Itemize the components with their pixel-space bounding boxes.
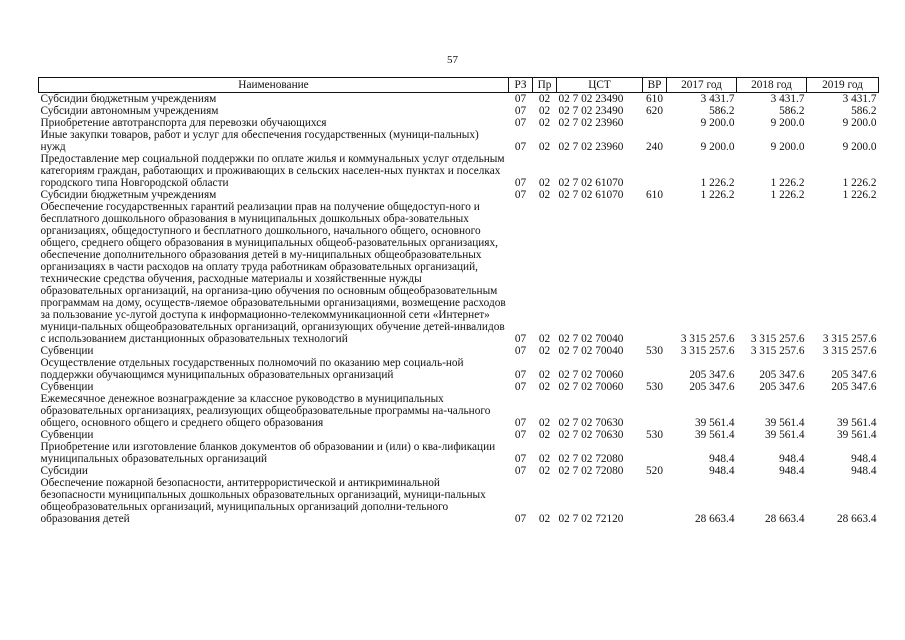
cell-2017: 9 200.0 [700, 117, 735, 129]
table-row [39, 381, 879, 393]
header-rz: РЗ [509, 78, 533, 93]
cell-vr: 240 [646, 141, 663, 153]
cell-cst: 02 7 02 70060 [558, 381, 624, 393]
cell-2017: 39 561.4 [694, 429, 735, 441]
cell-pr: 02 [538, 117, 551, 129]
header-cst: ЦСТ [557, 78, 643, 93]
cell-rz: 07 [514, 141, 527, 153]
cell-pr: 02 [538, 189, 551, 201]
cell-name: Осуществление отдельных государственных полномочий по оказанию мер социаль-ной поддержки обучающимся муниципальных образовательных организаций [40, 357, 464, 381]
cell-rz: 07 [514, 381, 527, 393]
cell-pr: 02 [538, 513, 551, 525]
cell-vr [643, 117, 667, 129]
cell-cst: 02 7 02 23960 [558, 117, 624, 129]
cell-2018: 3 431.7 [770, 93, 805, 105]
cell-2017: 3 431.7 [700, 93, 735, 105]
cell-2019: 39 561.4 [836, 417, 877, 429]
table-row [39, 129, 879, 153]
cell-pr: 02 [538, 105, 551, 117]
cell-name: Субсидии автономным учреждениям [40, 105, 219, 117]
cell-2019: 205 347.6 [831, 381, 877, 393]
table-row [39, 393, 879, 429]
cell-2017: 205 347.6 [689, 381, 735, 393]
cell-2018: 28 663.4 [764, 513, 805, 525]
cell-rz: 07 [514, 333, 527, 345]
cell-2018: 39 561.4 [764, 429, 805, 441]
cell-2019: 39 561.4 [836, 429, 877, 441]
cell-rz: 07 [514, 417, 527, 429]
table-row [39, 201, 879, 345]
cell-cst: 02 7 02 72120 [558, 513, 624, 525]
header-2018: 2018 год [737, 78, 807, 93]
cell-name: Приобретение или изготовление бланков документов об образовании и (или) о ква-лификации муниципальных образовательных организаций [40, 441, 496, 465]
cell-vr: 610 [646, 93, 663, 105]
cell-pr: 02 [538, 93, 551, 105]
cell-cst: 02 7 02 61070 [558, 189, 624, 201]
cell-cst: 02 7 02 70060 [558, 369, 624, 381]
cell-2018: 9 200.0 [770, 141, 805, 153]
cell-pr: 02 [538, 453, 551, 465]
header-2019: 2019 год [807, 78, 879, 93]
header-name: Наименование [39, 78, 509, 93]
cell-pr: 02 [538, 381, 551, 393]
cell-rz: 07 [514, 513, 527, 525]
cell-2017: 205 347.6 [689, 369, 735, 381]
cell-2018: 1 226.2 [770, 189, 805, 201]
cell-name: Субвенции [40, 429, 94, 441]
cell-rz: 07 [514, 345, 527, 357]
cell-2017: 948.4 [709, 465, 735, 477]
cell-vr [643, 441, 667, 465]
cell-cst: 02 7 02 72080 [558, 465, 624, 477]
cell-2018: 1 226.2 [770, 177, 805, 189]
cell-2017: 948.4 [709, 453, 735, 465]
cell-vr [643, 201, 667, 345]
header-2017: 2017 год [667, 78, 737, 93]
cell-rz: 07 [514, 453, 527, 465]
cell-cst: 02 7 02 72080 [558, 453, 624, 465]
cell-rz: 07 [514, 369, 527, 381]
cell-2019: 205 347.6 [831, 369, 877, 381]
cell-vr: 620 [646, 105, 663, 117]
cell-2019: 948.4 [851, 453, 877, 465]
cell-2019: 3 315 257.6 [822, 333, 877, 345]
table-header-row [39, 78, 879, 93]
table-row [39, 441, 879, 465]
cell-2018: 9 200.0 [770, 117, 805, 129]
cell-name: Субсидии бюджетным учреждениям [40, 93, 217, 105]
cell-2018: 3 315 257.6 [750, 333, 805, 345]
table-row [39, 117, 879, 129]
cell-pr: 02 [538, 465, 551, 477]
cell-2017: 3 315 257.6 [680, 333, 735, 345]
cell-cst: 02 7 02 23490 [558, 93, 624, 105]
cell-vr [643, 477, 667, 525]
cell-2017: 1 226.2 [700, 189, 735, 201]
cell-2019: 9 200.0 [842, 117, 877, 129]
cell-pr: 02 [538, 333, 551, 345]
cell-2019: 28 663.4 [836, 513, 877, 525]
table-row [39, 477, 879, 525]
cell-2018: 948.4 [779, 465, 805, 477]
cell-name: Приобретение автотранспорта для перевозки обучающихся [40, 117, 327, 129]
header-pr: Пр [533, 78, 557, 93]
cell-2018: 39 561.4 [764, 417, 805, 429]
cell-rz: 07 [514, 117, 527, 129]
cell-cst: 02 7 02 23960 [558, 141, 624, 153]
cell-2017: 9 200.0 [700, 141, 735, 153]
cell-vr: 530 [646, 381, 663, 393]
cell-name: Субсидии [40, 465, 88, 477]
cell-name: Обеспечение государственных гарантий реализации прав на получение общедоступ-ного и бесплатного дошкольного образования в муниципальных дошкольных обра-зовательных организациях, общедоступного и бесплатного дошкольного, начального общего, основного общего, среднего общего образования в муниципальных общеоб-разовательных организациях, обеспечение дополнительного образования детей в му-ниципальных общеобразовательных организациях в части расходов на оплату труда работникам образовательных организаций, технические средства обучения, расходные материалы и хозяйственные нужды образовательных организаций, на организа-цию обучения по основным общеобразовательным программам на дому, осуществ-ляемое образовательными организациями, возмещение расходов за пользование ус-лугой доступа к информационно-телекоммуникационной сети «Интернет» муници-пальных общеобразовательных организаций, организующих обучение детей-инвалидов с использованием дистанционных образовательных технологий [40, 201, 506, 345]
cell-name: Ежемесячное денежное вознаграждение за классное руководство в муниципальных образовательных организациях, реализующих общеобразовательные программы на-чального общего, основного общего и среднего общего образования [40, 393, 491, 429]
cell-cst: 02 7 02 70040 [558, 345, 624, 357]
cell-name: Обеспечение пожарной безопасности, антитеррористической и антикриминальной безопасности муниципальных дошкольных образовательных организаций, муници-пальных общеобразовательных организаций, муниципальных организаций дополни-тельного образования детей [40, 477, 486, 525]
page-number: 57 [447, 54, 458, 66]
budget-table [38, 77, 879, 525]
cell-2017: 3 315 257.6 [680, 345, 735, 357]
cell-cst: 02 7 02 23490 [558, 105, 624, 117]
table-row [39, 429, 879, 441]
cell-cst: 02 7 02 70040 [558, 333, 624, 345]
table-row [39, 93, 879, 106]
cell-rz: 07 [514, 189, 527, 201]
table-row [39, 105, 879, 117]
cell-vr: 530 [646, 429, 663, 441]
cell-name: Иные закупки товаров, работ и услуг для обеспечения государственных (муници-пальных) нужд [40, 129, 479, 153]
cell-pr: 02 [538, 369, 551, 381]
table-row [39, 465, 879, 477]
cell-2018: 948.4 [779, 453, 805, 465]
cell-pr: 02 [538, 345, 551, 357]
cell-2019: 948.4 [851, 465, 877, 477]
cell-vr: 520 [646, 465, 663, 477]
cell-2018: 205 347.6 [759, 369, 805, 381]
cell-2019: 1 226.2 [842, 189, 877, 201]
cell-vr: 610 [646, 189, 663, 201]
cell-rz: 07 [514, 93, 527, 105]
cell-2018: 586.2 [779, 105, 805, 117]
cell-2019: 9 200.0 [842, 141, 877, 153]
cell-2019: 1 226.2 [842, 177, 877, 189]
cell-2019: 3 431.7 [842, 93, 877, 105]
cell-pr: 02 [538, 177, 551, 189]
cell-2018: 3 315 257.6 [750, 345, 805, 357]
cell-2017: 586.2 [709, 105, 735, 117]
cell-vr [643, 153, 667, 189]
cell-2018: 205 347.6 [759, 381, 805, 393]
cell-name: Предоставление мер социальной поддержки по оплате жилья и коммунальных услуг отдельным категориям граждан, работающих и проживающих в сельских населен-ных пунктах и поселках городского типа Новгородской области [40, 153, 505, 189]
header-vr: ВР [643, 78, 667, 93]
cell-name: Субвенции [40, 381, 94, 393]
cell-cst: 02 7 02 61070 [558, 177, 624, 189]
cell-rz: 07 [514, 465, 527, 477]
cell-pr: 02 [538, 429, 551, 441]
cell-cst: 02 7 02 70630 [558, 429, 624, 441]
cell-vr [643, 393, 667, 429]
table-row [39, 357, 879, 381]
cell-vr [643, 357, 667, 381]
cell-2017: 28 663.4 [694, 513, 735, 525]
cell-2017: 1 226.2 [700, 177, 735, 189]
cell-vr: 530 [646, 345, 663, 357]
cell-2019: 586.2 [851, 105, 877, 117]
table-row [39, 189, 879, 201]
cell-2019: 3 315 257.6 [822, 345, 877, 357]
cell-rz: 07 [514, 105, 527, 117]
cell-name: Субвенции [40, 345, 94, 357]
cell-cst: 02 7 02 70630 [558, 417, 624, 429]
table-row [39, 153, 879, 189]
cell-name: Субсидии бюджетным учреждениям [40, 189, 217, 201]
cell-2017: 39 561.4 [694, 417, 735, 429]
cell-rz: 07 [514, 429, 527, 441]
cell-pr: 02 [538, 417, 551, 429]
cell-rz: 07 [514, 177, 527, 189]
table-row [39, 345, 879, 357]
cell-pr: 02 [538, 141, 551, 153]
